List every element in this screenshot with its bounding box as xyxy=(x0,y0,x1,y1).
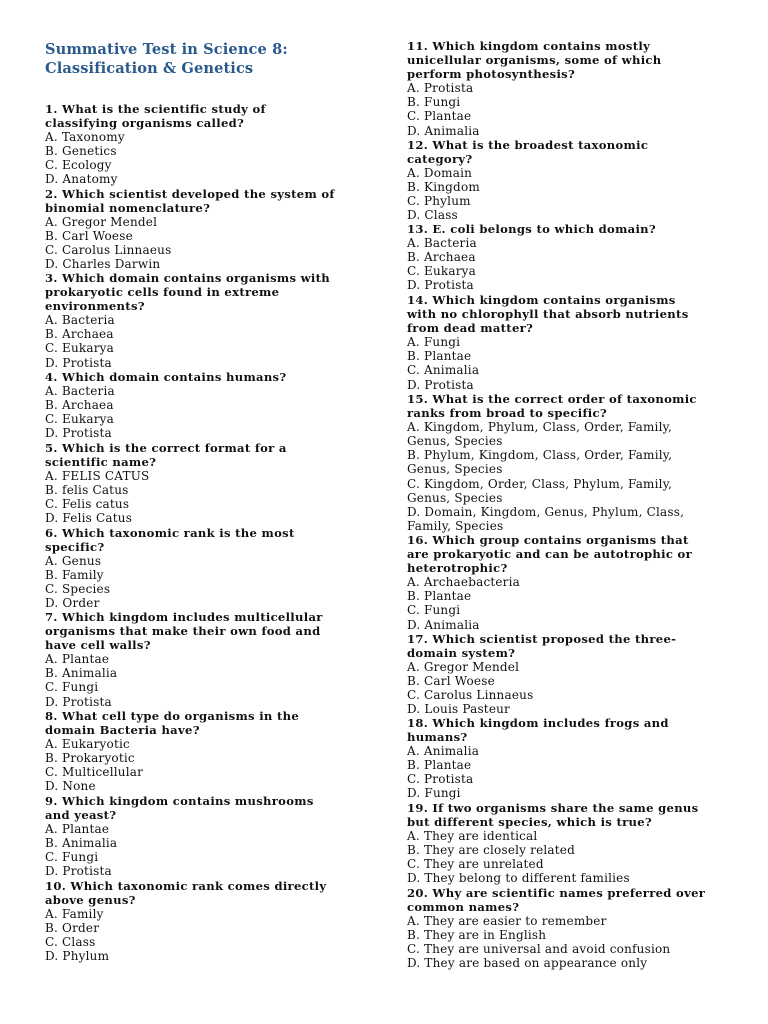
question-line: ranks from broad to specific? xyxy=(407,406,607,421)
answer-option xyxy=(45,243,335,257)
answer-option xyxy=(45,398,286,412)
answer-option-line: D. Anatomy xyxy=(45,172,118,187)
answer-option xyxy=(407,843,698,857)
answer-option-line: A. Fungi xyxy=(407,335,461,350)
answer-option xyxy=(45,949,326,963)
answer-option-line: B. Archaea xyxy=(45,327,114,342)
answer-option-line: D. Animalia xyxy=(407,123,480,138)
answer-option xyxy=(45,850,314,864)
question-line: 12. What is the broadest taxonomic xyxy=(407,138,649,152)
answer-option-line: C. They are unrelated xyxy=(407,857,544,872)
answer-option xyxy=(45,158,266,172)
question-line: are prokaryotic and can be autotrophic or xyxy=(407,547,693,562)
answer-option xyxy=(407,603,692,617)
question-text xyxy=(45,709,299,737)
answer-option xyxy=(407,618,692,632)
answer-option-line: D. None xyxy=(45,779,96,794)
answer-option xyxy=(45,313,330,327)
answer-option xyxy=(407,829,698,843)
question-line: unicellular organisms, some of which xyxy=(407,53,662,68)
answer-option-line: C. Phylum xyxy=(407,194,471,209)
answer-option-line: C. Species xyxy=(45,582,111,597)
question-line: heterotrophic? xyxy=(407,561,508,576)
answer-option-line: Genus, Species xyxy=(407,462,503,477)
question-line: 9. Which kingdom contains mushrooms xyxy=(45,794,314,808)
answer-option-line: D. Louis Pasteur xyxy=(407,702,510,717)
answer-option-line: A. They are identical xyxy=(407,829,538,844)
question-text xyxy=(45,879,326,907)
answer-option-line: A. Eukaryotic xyxy=(45,737,130,752)
answer-option xyxy=(407,95,661,109)
question-block xyxy=(45,794,314,879)
question-text xyxy=(407,533,692,575)
answer-option xyxy=(45,130,266,144)
answer-option-line: C. Fungi xyxy=(45,850,99,865)
answer-option-line: C. Animalia xyxy=(407,363,480,378)
answer-option xyxy=(45,751,299,765)
answer-option xyxy=(45,836,314,850)
answer-option xyxy=(407,264,656,278)
answer-option xyxy=(407,772,669,786)
answer-option-line: C. Fungi xyxy=(45,680,99,695)
answer-option-line: D. Protista xyxy=(45,426,112,441)
answer-option-line: Family, Species xyxy=(407,518,504,533)
answer-option xyxy=(407,166,648,180)
answer-option-line: C. Felis catus xyxy=(45,497,130,512)
answer-option xyxy=(407,589,692,603)
question-line: environments? xyxy=(45,299,145,314)
question-text xyxy=(407,138,648,166)
answer-option-line: C. Carolus Linnaeus xyxy=(407,688,534,703)
answer-option-line: C. Eukarya xyxy=(407,264,476,279)
answer-option xyxy=(407,575,692,589)
answer-option-line: C. Ecology xyxy=(45,158,112,173)
question-block xyxy=(407,392,697,533)
answer-option-line: B. Animalia xyxy=(45,666,118,681)
title-line-1: Summative Test in Science 8: xyxy=(45,41,288,58)
answer-option xyxy=(407,702,676,716)
answer-option-line: C. Kingdom, Order, Class, Phylum, Family, xyxy=(407,476,673,491)
answer-option xyxy=(407,660,676,674)
answer-option xyxy=(407,180,648,194)
answer-option-line: B. Kingdom xyxy=(407,180,480,195)
answer-option xyxy=(45,935,326,949)
answer-option xyxy=(45,921,326,935)
answer-option-line: A. Gregor Mendel xyxy=(407,660,520,675)
question-block xyxy=(407,886,705,971)
answer-option xyxy=(45,426,286,440)
question-line: category? xyxy=(407,152,473,167)
answer-option xyxy=(407,477,697,505)
answer-option xyxy=(407,674,676,688)
question-line: 18. Which kingdom includes frogs and xyxy=(407,716,669,730)
question-line: 14. Which kingdom contains organisms xyxy=(407,293,676,307)
answer-option-line: A. Genus xyxy=(45,554,102,569)
question-line: 8. What cell type do organisms in the xyxy=(45,709,300,723)
answer-option-line: A. Taxonomy xyxy=(45,130,125,145)
answer-option-line: C. Carolus Linnaeus xyxy=(45,243,172,258)
question-line: 16. Which group contains organisms that xyxy=(407,533,689,547)
answer-option xyxy=(407,208,648,222)
question-text xyxy=(407,222,656,236)
answer-option-line: D. Charles Darwin xyxy=(45,257,161,272)
answer-option xyxy=(407,81,661,95)
question-block xyxy=(407,293,689,392)
answer-option-line: A. Plantae xyxy=(45,652,110,667)
question-text xyxy=(407,39,661,81)
answer-option-line: B. Plantae xyxy=(407,589,472,604)
question-line: domain system? xyxy=(407,646,516,661)
answer-option-line: A. Kingdom, Phylum, Class, Order, Family, xyxy=(407,420,673,435)
answer-option-line: D. Phylum xyxy=(45,949,110,964)
answer-option-line: B. Plantae xyxy=(407,349,472,364)
answer-option xyxy=(45,582,295,596)
answer-option-line: A. They are easier to remember xyxy=(407,914,607,929)
answer-option-line: D. They are based on appearance only xyxy=(407,956,648,971)
question-line: scientific name? xyxy=(45,455,157,470)
question-line: 3. Which domain contains organisms with xyxy=(45,271,331,285)
answer-option xyxy=(45,864,314,878)
question-line: 5. Which is the correct format for a xyxy=(45,441,287,455)
title-line-2: Classification & Genetics xyxy=(45,60,254,77)
answer-option xyxy=(407,758,669,772)
answer-option-line: D. Order xyxy=(45,596,100,611)
question-line: perform photosynthesis? xyxy=(407,67,576,82)
question-text xyxy=(45,441,287,469)
question-line: 6. Which taxonomic rank is the most xyxy=(45,526,295,540)
answer-option xyxy=(407,378,689,392)
answer-option xyxy=(407,871,698,885)
question-text xyxy=(407,716,669,744)
question-line: 13. E. coli belongs to which domain? xyxy=(407,222,656,236)
answer-option xyxy=(45,356,330,370)
answer-option-line: B. Family xyxy=(45,568,104,583)
question-line: 7. Which kingdom includes multicellular xyxy=(45,610,323,624)
answer-option-line: C. Eukarya xyxy=(45,412,114,427)
answer-option-line: A. Family xyxy=(45,907,104,922)
question-block xyxy=(45,271,330,370)
answer-option xyxy=(407,942,705,956)
question-block xyxy=(407,801,698,886)
question-block xyxy=(45,709,299,794)
answer-option-line: A. FELIS CATUS xyxy=(45,469,150,484)
answer-option xyxy=(45,779,299,793)
answer-option xyxy=(45,384,286,398)
question-line: 4. Which domain contains humans? xyxy=(45,370,287,384)
answer-option xyxy=(45,497,287,511)
question-block xyxy=(45,610,323,709)
question-text xyxy=(45,794,314,822)
question-block xyxy=(45,187,335,272)
answer-option-line: B. Animalia xyxy=(45,836,118,851)
answer-option xyxy=(407,236,656,250)
question-line: 19. If two organisms share the same genus xyxy=(407,801,699,815)
answer-option xyxy=(407,786,669,800)
question-text xyxy=(45,370,286,384)
answer-option xyxy=(407,109,661,123)
answer-option xyxy=(407,956,705,970)
question-line: 17. Which scientist proposed the three- xyxy=(407,632,677,646)
question-text xyxy=(45,102,266,130)
answer-option xyxy=(45,341,330,355)
answer-option xyxy=(45,765,299,779)
question-text xyxy=(407,801,698,829)
answer-option-line: C. They are universal and avoid confusion xyxy=(407,942,671,957)
answer-option-line: B. Fungi xyxy=(407,95,461,110)
answer-option xyxy=(45,511,287,525)
answer-option-line: A. Plantae xyxy=(45,822,110,837)
answer-option xyxy=(45,215,335,229)
answer-option xyxy=(45,327,330,341)
question-line: classifying organisms called? xyxy=(45,116,245,131)
question-block xyxy=(45,441,287,526)
question-line: domain Bacteria have? xyxy=(45,723,200,738)
answer-option xyxy=(45,554,295,568)
question-block xyxy=(407,533,692,632)
answer-option xyxy=(407,505,697,533)
answer-option-line: A. Bacteria xyxy=(45,384,115,399)
question-text xyxy=(407,886,705,914)
answer-option-line: B. Prokaryotic xyxy=(45,751,135,766)
question-text xyxy=(407,392,697,420)
answer-option-line: D. Domain, Kingdom, Genus, Phylum, Class, xyxy=(407,504,685,519)
question-line: with no chlorophyll that absorb nutrients xyxy=(407,307,689,322)
answer-option-line: D. Felis Catus xyxy=(45,511,133,526)
answer-option-line: B. Carl Woese xyxy=(407,674,495,689)
answer-option-line: C. Multicellular xyxy=(45,765,144,780)
answer-option xyxy=(45,666,323,680)
answer-option xyxy=(45,412,286,426)
answer-option xyxy=(407,349,689,363)
answer-option-line: B. They are closely related xyxy=(407,843,575,858)
answer-option-line: D. Fungi xyxy=(407,786,461,801)
answer-option xyxy=(407,914,705,928)
answer-option xyxy=(45,695,323,709)
question-line: 10. Which taxonomic rank comes directly xyxy=(45,879,327,893)
answer-option xyxy=(45,737,299,751)
answer-option xyxy=(45,469,287,483)
answer-option xyxy=(407,448,697,476)
answer-option xyxy=(407,250,656,264)
question-text xyxy=(407,632,676,660)
answer-option-line: A. Protista xyxy=(407,81,474,96)
answer-option-line: A. Gregor Mendel xyxy=(45,215,158,230)
answer-option-line: B. Phylum, Kingdom, Class, Order, Family, xyxy=(407,448,673,463)
question-line: specific? xyxy=(45,540,105,555)
answer-option xyxy=(45,568,295,582)
answer-option xyxy=(407,194,648,208)
question-line: have cell walls? xyxy=(45,638,151,653)
answer-option-line: D. Protista xyxy=(45,694,112,709)
question-line: 11. Which kingdom contains mostly xyxy=(407,39,651,53)
question-line: prokaryotic cells found in extreme xyxy=(45,285,280,300)
answer-option xyxy=(45,483,287,497)
answer-option-line: C. Class xyxy=(45,935,96,950)
answer-option-line: B. Archaea xyxy=(407,250,476,265)
answer-option xyxy=(45,257,335,271)
question-block xyxy=(407,716,669,801)
question-block xyxy=(45,370,286,440)
answer-option-line: D. Protista xyxy=(45,355,112,370)
answer-option xyxy=(407,688,676,702)
question-text xyxy=(407,293,689,335)
question-line: binomial nomenclature? xyxy=(45,201,211,216)
question-line: 20. Why are scientific names preferred over xyxy=(407,886,706,900)
question-text xyxy=(45,271,330,313)
answer-option-line: B. Order xyxy=(45,921,100,936)
answer-option-line: B. Genetics xyxy=(45,144,117,159)
answer-option-line: A. Domain xyxy=(407,166,473,181)
answer-option-line: D. Protista xyxy=(407,377,474,392)
question-line: 1. What is the scientific study of xyxy=(45,102,266,116)
answer-option-line: B. They are in English xyxy=(407,928,547,943)
answer-option xyxy=(45,680,323,694)
question-block xyxy=(407,632,676,717)
question-block xyxy=(407,222,656,292)
answer-option xyxy=(45,596,295,610)
question-line: 2. Which scientist developed the system of xyxy=(45,187,335,201)
answer-option-line: A. Bacteria xyxy=(45,313,115,328)
question-block xyxy=(407,39,661,138)
question-block xyxy=(45,526,295,611)
question-line: and yeast? xyxy=(45,808,117,823)
answer-option xyxy=(407,744,669,758)
answer-option-line: Genus, Species xyxy=(407,434,503,449)
question-line: but different species, which is true? xyxy=(407,815,653,830)
answer-option-line: C. Fungi xyxy=(407,603,461,618)
answer-option xyxy=(45,144,266,158)
answer-option xyxy=(45,172,266,186)
question-text xyxy=(45,526,295,554)
answer-option xyxy=(45,652,323,666)
answer-option-line: D. Class xyxy=(407,208,458,223)
question-line: 15. What is the correct order of taxonomic xyxy=(407,392,697,406)
question-block xyxy=(45,879,326,964)
answer-option xyxy=(407,124,661,138)
answer-option xyxy=(45,907,326,921)
answer-option-line: D. Protista xyxy=(407,278,474,293)
question-line: humans? xyxy=(407,730,468,745)
question-line: organisms that make their own food and xyxy=(45,624,321,639)
answer-option-line: B. Archaea xyxy=(45,398,114,413)
answer-option-line: C. Plantae xyxy=(407,109,472,124)
page-title xyxy=(45,40,375,78)
question-line: above genus? xyxy=(45,893,136,908)
answer-option-line: B. Plantae xyxy=(407,758,472,773)
answer-option xyxy=(407,278,656,292)
answer-option xyxy=(45,822,314,836)
answer-option-line: C. Eukarya xyxy=(45,341,114,356)
answer-option-line: C. Protista xyxy=(407,772,474,787)
answer-option xyxy=(407,420,697,448)
answer-option-line: B. Carl Woese xyxy=(45,229,133,244)
answer-option xyxy=(407,335,689,349)
answer-option-line: A. Animalia xyxy=(407,744,480,759)
answer-option-line: D. Protista xyxy=(45,864,112,879)
answer-option xyxy=(407,857,698,871)
question-text xyxy=(45,187,335,215)
answer-option-line: A. Bacteria xyxy=(407,236,477,251)
answer-option-line: B. felis Catus xyxy=(45,483,129,498)
answer-option-line: A. Archaebacteria xyxy=(407,575,521,590)
answer-option xyxy=(407,928,705,942)
answer-option-line: D. Animalia xyxy=(407,617,480,632)
answer-option-line: Genus, Species xyxy=(407,490,503,505)
question-block xyxy=(407,138,648,223)
question-text xyxy=(45,610,323,652)
answer-option-line: D. They belong to different families xyxy=(407,871,630,886)
question-block xyxy=(45,102,266,187)
answer-option xyxy=(45,229,335,243)
answer-option xyxy=(407,363,689,377)
question-line: from dead matter? xyxy=(407,321,534,336)
question-line: common names? xyxy=(407,900,520,915)
